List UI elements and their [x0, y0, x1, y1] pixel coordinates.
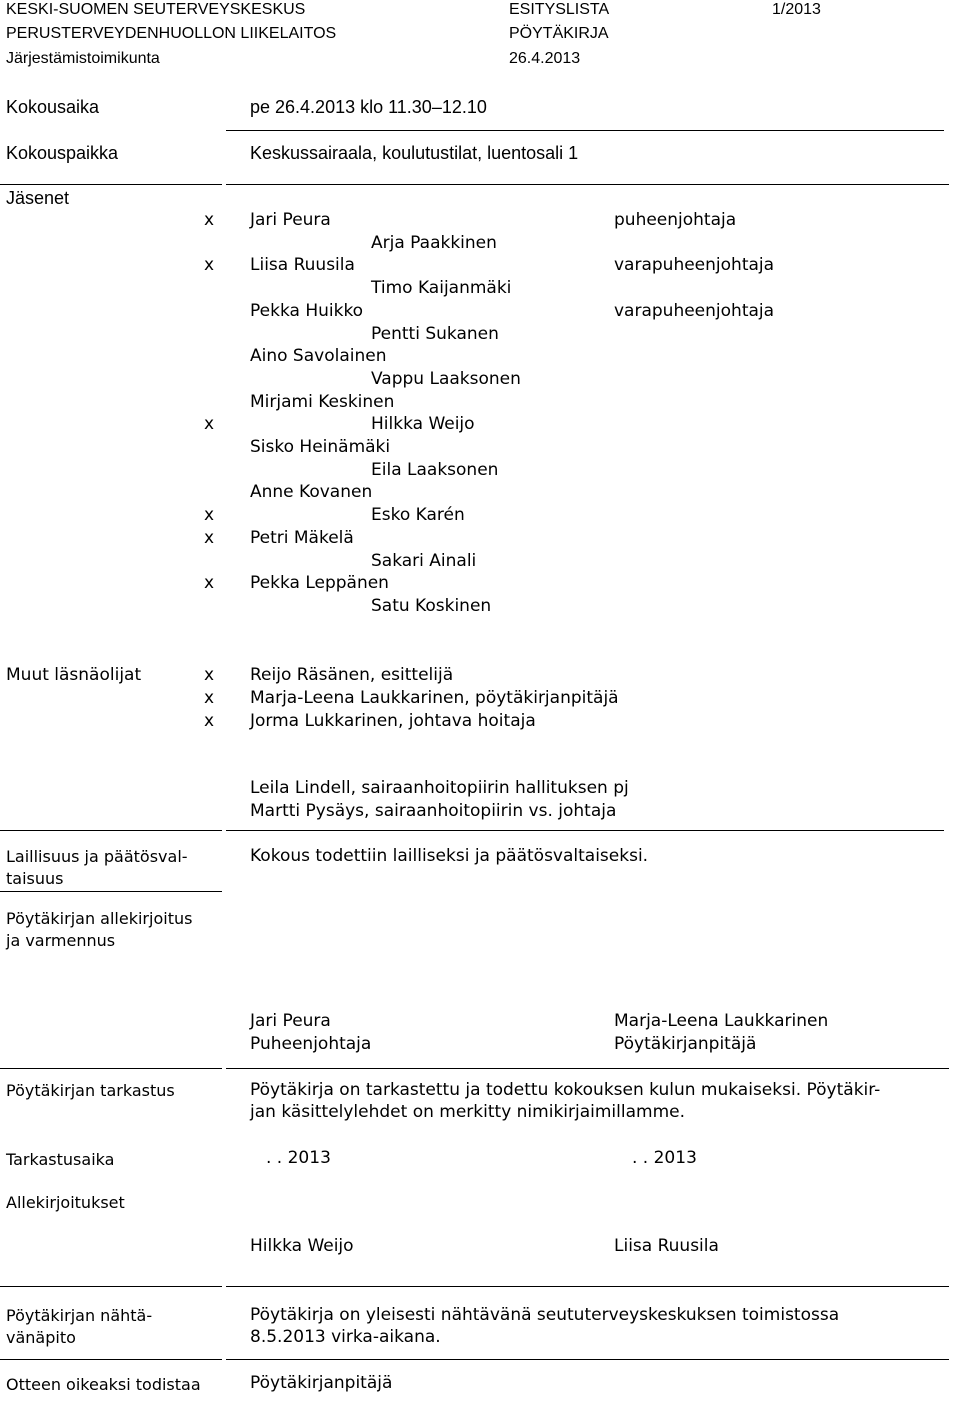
member-name: Aino Savolainen: [250, 346, 387, 367]
display-label-2: vänäpito: [6, 1328, 76, 1347]
member-name: Pekka Leppänen: [250, 573, 389, 594]
member-name: Petri Mäkelä: [250, 527, 354, 548]
legality-label-2: taisuus: [6, 869, 64, 888]
divider: [0, 1286, 222, 1287]
org-unit: PERUSTERVEYDENHUOLLON LIIKELAITOS: [6, 25, 337, 42]
attendance-mark: x: [204, 255, 215, 276]
meeting-time-label: Kokousaika: [6, 97, 100, 117]
deputy-name: Pentti Sukanen: [371, 323, 499, 344]
page-number: 1/2013: [772, 1, 821, 18]
legality-text: Kokous todettiin lailliseksi ja päätösvaltaiseksi.: [250, 846, 649, 866]
deputy-name: Arja Paakkinen: [371, 232, 497, 253]
attendee-name: Jorma Lukkarinen, johtava hoitaja: [250, 711, 536, 731]
member-name: Mirjami Keskinen: [250, 391, 395, 412]
member-role: varapuheenjohtaja: [614, 255, 775, 276]
divider: [226, 130, 944, 131]
divider: [226, 184, 949, 185]
deputy-name: Timo Kaijanmäki: [371, 278, 512, 299]
divider: [226, 830, 944, 831]
deputy-name: Satu Koskinen: [371, 595, 492, 616]
attendance-mark: x: [204, 688, 215, 708]
display-text-1: Pöytäkirja on yleisesti nähtävänä seututerveyskeskuksen toimistossa: [250, 1305, 840, 1325]
meeting-place-label: Kokouspaikka: [6, 143, 119, 163]
committee-name: Järjestämistoimikunta: [6, 50, 160, 67]
deputy-name: Eila Laaksonen: [371, 459, 499, 480]
divider: [0, 1359, 222, 1360]
attendee-name: Reijo Räsänen, esittelijä: [250, 665, 454, 685]
deputy-name: Hilkka Weijo: [371, 414, 475, 435]
divider: [226, 1068, 949, 1069]
attendee-name: Marja-Leena Laukkarinen, pöytäkirjanpitäjä: [250, 688, 619, 708]
member-role: puheenjohtaja: [614, 210, 737, 230]
attendance-mark: x: [204, 505, 215, 526]
attendance-mark: x: [204, 573, 215, 594]
doc-type: ESITYSLISTA: [509, 1, 610, 18]
doc-date: 26.4.2013: [509, 50, 581, 67]
deputy-name: Vappu Laaksonen: [371, 368, 521, 389]
certify-label: Otteen oikeaksi todistaa: [6, 1375, 201, 1394]
reviewer-2-name: Liisa Ruusila: [614, 1236, 719, 1256]
org-name: KESKI-SUOMEN SEUTERVEYSKESKUS: [6, 1, 306, 18]
signing-label-2: ja varmennus: [6, 931, 116, 950]
divider: [0, 184, 222, 185]
chair-name: Jari Peura: [250, 1011, 331, 1031]
doc-kind: PÖYTÄKIRJA: [509, 25, 609, 42]
member-role: varapuheenjohtaja: [614, 300, 775, 321]
review-date-2: . . 2013: [632, 1148, 697, 1168]
signing-label-1: Pöytäkirjan allekirjoitus: [6, 909, 193, 928]
review-label: Pöytäkirjan tarkastus: [6, 1081, 175, 1100]
legality-label-1: Laillisuus ja päätösval-: [6, 847, 188, 866]
attendance-mark: x: [204, 210, 215, 230]
display-label-1: Pöytäkirjan nähtä-: [6, 1306, 153, 1325]
attendance-mark: x: [204, 414, 215, 435]
signatures-label: Allekirjoitukset: [6, 1193, 125, 1212]
review-date-1: . . 2013: [266, 1148, 331, 1168]
attendance-mark: x: [204, 711, 215, 731]
attendance-mark: x: [204, 527, 215, 548]
divider: [226, 1286, 949, 1287]
deputy-name: Esko Karén: [371, 505, 465, 526]
secretary-name: Marja-Leena Laukkarinen: [614, 1011, 829, 1031]
other-attendees-label: Muut läsnäolijat: [6, 665, 142, 685]
display-text-2: 8.5.2013 virka-aikana.: [250, 1327, 441, 1347]
review-time-label: Tarkastusaika: [6, 1150, 115, 1169]
attendance-mark: x: [204, 665, 215, 685]
member-name: Liisa Ruusila: [250, 255, 355, 276]
members-label: Jäsenet: [6, 188, 70, 208]
divider: [0, 830, 222, 831]
meeting-time-value: pe 26.4.2013 klo 11.30–12.10: [250, 97, 487, 117]
review-text-1: Pöytäkirja on tarkastettu ja todettu kokouksen kulun mukaiseksi. Pöytäkir-: [250, 1080, 881, 1100]
divider: [0, 891, 222, 892]
review-text-2: jan käsittelylehdet on merkitty nimikirjaimillamme.: [250, 1102, 685, 1122]
divider: [226, 1359, 949, 1360]
certify-text: Pöytäkirjanpitäjä: [250, 1373, 393, 1393]
meeting-place-value: Keskussairaala, koulutustilat, luentosali 1: [250, 143, 579, 163]
member-name: Anne Kovanen: [250, 482, 373, 503]
member-name: Pekka Huikko: [250, 300, 364, 321]
divider: [0, 1068, 222, 1069]
reviewer-1-name: Hilkka Weijo: [250, 1236, 354, 1256]
member-name: Sisko Heinämäki: [250, 437, 391, 457]
chair-title: Puheenjohtaja: [250, 1034, 372, 1054]
deputy-name: Sakari Ainali: [371, 550, 477, 571]
member-name: Jari Peura: [250, 210, 331, 230]
absent-attendee-name: Leila Lindell, sairaanhoitopiirin hallituksen pj: [250, 778, 629, 798]
absent-attendee-name: Martti Pysäys, sairaanhoitopiirin vs. johtaja: [250, 801, 617, 821]
secretary-title: Pöytäkirjanpitäjä: [614, 1034, 757, 1054]
